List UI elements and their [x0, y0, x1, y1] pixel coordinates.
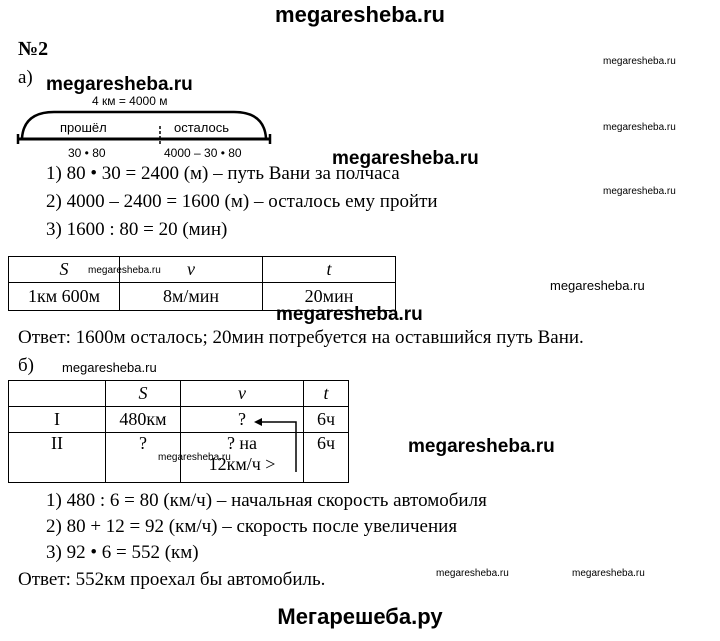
- table-cell-v-extra: 12км/ч >: [208, 454, 276, 474]
- table-header-t: t: [263, 257, 396, 283]
- diagram-brace: [22, 112, 266, 138]
- table-cell-t: 6ч: [304, 407, 349, 433]
- watermark-small: megaresheba.ru: [88, 265, 161, 276]
- part-a-step-2: 2) 4000 – 2400 = 1600 (м) – осталось ему пройти: [46, 191, 438, 212]
- diagram-total-label: 4 км = 4000 м: [92, 94, 168, 108]
- watermark-bold: megaresheba.ru: [276, 304, 423, 325]
- part-a-step-3: 3) 1600 : 80 = 20 (мин): [46, 219, 228, 240]
- table-cell-v: ?: [181, 407, 304, 433]
- diagram-left-expr: 30 • 80: [68, 146, 106, 160]
- diagram-right-label: осталось: [174, 120, 230, 135]
- watermark-small: megaresheba.ru: [603, 56, 676, 67]
- table-cell-t: 20мин: [263, 283, 396, 311]
- part-b-label: б): [18, 355, 34, 376]
- watermark-bold: megaresheba.ru: [332, 148, 479, 169]
- table-header-empty: [9, 381, 106, 407]
- part-a-label: а): [18, 67, 33, 88]
- part-b-step-3: 3) 92 • 6 = 552 (км): [46, 542, 199, 563]
- table-cell-s: 480км: [106, 407, 181, 433]
- watermark-medium: megaresheba.ru: [62, 360, 157, 375]
- diagram-left-label: прошёл: [60, 120, 107, 135]
- table-cell-label: II: [9, 433, 106, 483]
- watermark-small: megaresheba.ru: [603, 122, 676, 133]
- table-cell-s: ?: [106, 433, 181, 483]
- table-cell-v: 8м/мин: [120, 283, 263, 311]
- table-header-t: t: [304, 381, 349, 407]
- table-cell-v-question: ? на: [226, 433, 258, 453]
- segment-diagram: [14, 108, 274, 148]
- arrow-line: [258, 422, 296, 472]
- table-header-row: [9, 257, 396, 283]
- table-header-s: S: [106, 381, 181, 407]
- velocity-arrow: [250, 412, 310, 482]
- table-cell-s: 1км 600м: [9, 283, 120, 311]
- table-cell-label: I: [9, 407, 106, 433]
- part-b-step-1: 1) 480 : 6 = 80 (км/ч) – начальная скорость автомобиля: [46, 490, 487, 511]
- diagram-right-expr: 4000 – 30 • 80: [164, 146, 242, 160]
- arrow-head-icon: [254, 418, 262, 426]
- watermark-medium: megaresheba.ru: [550, 278, 645, 293]
- table-header-row: [9, 381, 349, 407]
- watermark-bold: megaresheba.ru: [408, 436, 555, 457]
- part-a-answer: Ответ: 1600м осталось; 20мин потребуется на оставшийся путь Вани.: [18, 327, 584, 348]
- table-header-v: v: [181, 381, 304, 407]
- problem-number: №2: [18, 38, 49, 60]
- part-a-step-1: 1) 80 • 30 = 2400 (м) – путь Вани за полчаса: [46, 163, 400, 184]
- site-watermark-bottom: Мегарешеба.ру: [277, 604, 443, 629]
- site-watermark-top: megaresheba.ru: [275, 2, 445, 27]
- part-b-answer: Ответ: 552км проехал бы автомобиль.: [18, 569, 326, 590]
- part-b-step-2: 2) 80 + 12 = 92 (км/ч) – скорость после увеличения: [46, 516, 458, 537]
- watermark-small: megaresheba.ru: [436, 568, 509, 579]
- table-cell-t: 6ч: [304, 433, 349, 483]
- watermark-small: megaresheba.ru: [572, 568, 645, 579]
- table-header-s: S: [9, 257, 120, 283]
- table-header-v: v: [120, 257, 263, 283]
- watermark-bold: megaresheba.ru: [46, 74, 193, 95]
- watermark-small: megaresheba.ru: [158, 452, 231, 463]
- watermark-small: megaresheba.ru: [603, 186, 676, 197]
- part-a-table: [8, 256, 396, 311]
